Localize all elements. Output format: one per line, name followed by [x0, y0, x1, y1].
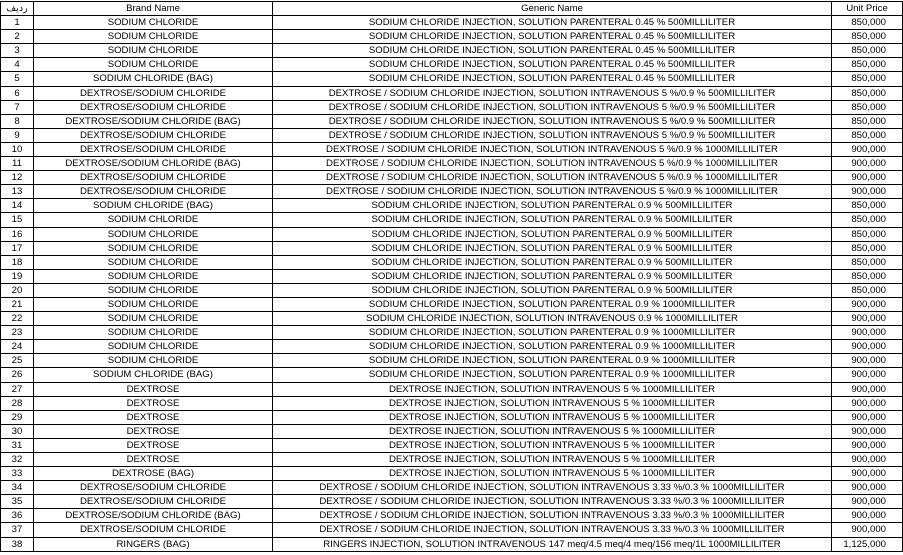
row-index: 24 — [1, 340, 34, 354]
row-index: 22 — [1, 312, 34, 326]
row-index: 37 — [1, 523, 34, 537]
table-row — [1, 523, 903, 537]
row-index: 20 — [1, 283, 34, 297]
brand-name-cell: SODIUM CHLORIDE — [34, 30, 273, 44]
row-index: 10 — [1, 142, 34, 156]
brand-name-cell: DEXTROSE/SODIUM CHLORIDE — [34, 128, 273, 142]
generic-name-cell: DEXTROSE INJECTION, SOLUTION INTRAVENOUS 5 % 1000MILLILITER — [273, 410, 832, 424]
row-index: 23 — [1, 326, 34, 340]
unit-price-cell: 850,000 — [832, 114, 903, 128]
unit-price-cell: 900,000 — [832, 495, 903, 509]
unit-price-cell: 900,000 — [832, 368, 903, 382]
unit-price-cell: 900,000 — [832, 396, 903, 410]
brand-name-cell: SODIUM CHLORIDE (BAG) — [34, 72, 273, 86]
unit-price-cell: 900,000 — [832, 453, 903, 467]
row-index: 35 — [1, 495, 34, 509]
brand-name-cell: DEXTROSE/SODIUM CHLORIDE (BAG) — [34, 114, 273, 128]
unit-price-cell: 900,000 — [832, 481, 903, 495]
brand-name-cell: DEXTROSE/SODIUM CHLORIDE — [34, 495, 273, 509]
unit-price-cell: 850,000 — [832, 199, 903, 213]
brand-name-cell: DEXTROSE/SODIUM CHLORIDE — [34, 171, 273, 185]
table-row — [1, 30, 903, 44]
row-index: 19 — [1, 269, 34, 283]
row-index: 5 — [1, 72, 34, 86]
generic-name-cell: SODIUM CHLORIDE INJECTION, SOLUTION PARENTERAL 0.45 % 500MILLILITER — [273, 58, 832, 72]
unit-price-cell: 850,000 — [832, 16, 903, 30]
table-row — [1, 142, 903, 156]
table-row — [1, 537, 903, 551]
unit-price-cell: 850,000 — [832, 44, 903, 58]
row-index: 25 — [1, 354, 34, 368]
unit-price-cell: 850,000 — [832, 283, 903, 297]
unit-price-cell: 900,000 — [832, 297, 903, 311]
brand-name-cell: SODIUM CHLORIDE — [34, 354, 273, 368]
brand-name-cell: DEXTROSE/SODIUM CHLORIDE — [34, 185, 273, 199]
table-row — [1, 269, 903, 283]
brand-name-cell: SODIUM CHLORIDE (BAG) — [34, 199, 273, 213]
generic-name-cell: DEXTROSE INJECTION, SOLUTION INTRAVENOUS 5 % 1000MILLILITER — [273, 467, 832, 481]
table-row — [1, 157, 903, 171]
generic-name-cell: DEXTROSE / SODIUM CHLORIDE INJECTION, SOLUTION INTRAVENOUS 5 %/0.9 % 500MILLILITER — [273, 100, 832, 114]
header-generic-name: Generic Name — [273, 2, 832, 16]
table-row — [1, 481, 903, 495]
price-table — [0, 1, 903, 552]
brand-name-cell: SODIUM CHLORIDE (BAG) — [34, 368, 273, 382]
row-index: 14 — [1, 199, 34, 213]
brand-name-cell: SODIUM CHLORIDE — [34, 58, 273, 72]
brand-name-cell: SODIUM CHLORIDE — [34, 16, 273, 30]
table-body — [1, 16, 903, 552]
table-row — [1, 424, 903, 438]
generic-name-cell: DEXTROSE INJECTION, SOLUTION INTRAVENOUS 5 % 1000MILLILITER — [273, 396, 832, 410]
row-index: 15 — [1, 213, 34, 227]
generic-name-cell: DEXTROSE / SODIUM CHLORIDE INJECTION, SOLUTION INTRAVENOUS 3.33 %/0.3 % 1000MILLILITER — [273, 523, 832, 537]
table-row — [1, 382, 903, 396]
row-index: 4 — [1, 58, 34, 72]
unit-price-cell: 850,000 — [832, 86, 903, 100]
table-row — [1, 495, 903, 509]
brand-name-cell: SODIUM CHLORIDE — [34, 269, 273, 283]
table-row — [1, 213, 903, 227]
table-row — [1, 241, 903, 255]
generic-name-cell: DEXTROSE / SODIUM CHLORIDE INJECTION, SOLUTION INTRAVENOUS 3.33 %/0.3 % 1000MILLILITER — [273, 495, 832, 509]
unit-price-cell: 900,000 — [832, 523, 903, 537]
generic-name-cell: DEXTROSE / SODIUM CHLORIDE INJECTION, SOLUTION INTRAVENOUS 5 %/0.9 % 500MILLILITER — [273, 114, 832, 128]
generic-name-cell: SODIUM CHLORIDE INJECTION, SOLUTION PARENTERAL 0.9 % 500MILLILITER — [273, 269, 832, 283]
table-row — [1, 199, 903, 213]
row-index: 1 — [1, 16, 34, 30]
generic-name-cell: DEXTROSE INJECTION, SOLUTION INTRAVENOUS 5 % 1000MILLILITER — [273, 438, 832, 452]
generic-name-cell: DEXTROSE INJECTION, SOLUTION INTRAVENOUS 5 % 1000MILLILITER — [273, 424, 832, 438]
unit-price-cell: 900,000 — [832, 326, 903, 340]
unit-price-cell: 850,000 — [832, 128, 903, 142]
brand-name-cell: SODIUM CHLORIDE — [34, 326, 273, 340]
brand-name-cell: SODIUM CHLORIDE — [34, 312, 273, 326]
brand-name-cell: DEXTROSE — [34, 424, 273, 438]
brand-name-cell: SODIUM CHLORIDE — [34, 255, 273, 269]
unit-price-cell: 900,000 — [832, 157, 903, 171]
table-row — [1, 340, 903, 354]
generic-name-cell: RINGERS INJECTION, SOLUTION INTRAVENOUS 147 meq/4.5 meq/4 meq/156 meq/1L 1000MILLILITER — [273, 537, 832, 551]
table-row — [1, 312, 903, 326]
unit-price-cell: 850,000 — [832, 72, 903, 86]
table-row — [1, 128, 903, 142]
brand-name-cell: SODIUM CHLORIDE — [34, 283, 273, 297]
row-index: 29 — [1, 410, 34, 424]
table-row — [1, 185, 903, 199]
row-index: 32 — [1, 453, 34, 467]
unit-price-cell: 1,125,000 — [832, 537, 903, 551]
generic-name-cell: SODIUM CHLORIDE INJECTION, SOLUTION PARENTERAL 0.9 % 1000MILLILITER — [273, 340, 832, 354]
generic-name-cell: SODIUM CHLORIDE INJECTION, SOLUTION PARENTERAL 0.9 % 500MILLILITER — [273, 227, 832, 241]
row-index: 18 — [1, 255, 34, 269]
row-index: 28 — [1, 396, 34, 410]
row-index: 31 — [1, 438, 34, 452]
table-row — [1, 453, 903, 467]
unit-price-cell: 900,000 — [832, 171, 903, 185]
table-row — [1, 114, 903, 128]
row-index: 3 — [1, 44, 34, 58]
unit-price-cell: 900,000 — [832, 410, 903, 424]
unit-price-cell: 900,000 — [832, 509, 903, 523]
brand-name-cell: DEXTROSE/SODIUM CHLORIDE — [34, 523, 273, 537]
brand-name-cell: DEXTROSE/SODIUM CHLORIDE — [34, 86, 273, 100]
table-row — [1, 255, 903, 269]
row-index: 36 — [1, 509, 34, 523]
generic-name-cell: DEXTROSE / SODIUM CHLORIDE INJECTION, SOLUTION INTRAVENOUS 5 %/0.9 % 500MILLILITER — [273, 86, 832, 100]
generic-name-cell: DEXTROSE / SODIUM CHLORIDE INJECTION, SOLUTION INTRAVENOUS 5 %/0.9 % 1000MILLILITER — [273, 142, 832, 156]
generic-name-cell: DEXTROSE / SODIUM CHLORIDE INJECTION, SOLUTION INTRAVENOUS 5 %/0.9 % 1000MILLILITER — [273, 171, 832, 185]
unit-price-cell: 900,000 — [832, 142, 903, 156]
row-index: 6 — [1, 86, 34, 100]
table-header-row — [1, 2, 903, 16]
generic-name-cell: DEXTROSE INJECTION, SOLUTION INTRAVENOUS 5 % 1000MILLILITER — [273, 382, 832, 396]
generic-name-cell: SODIUM CHLORIDE INJECTION, SOLUTION PARENTERAL 0.9 % 1000MILLILITER — [273, 354, 832, 368]
unit-price-cell: 850,000 — [832, 241, 903, 255]
brand-name-cell: SODIUM CHLORIDE — [34, 340, 273, 354]
generic-name-cell: DEXTROSE / SODIUM CHLORIDE INJECTION, SOLUTION INTRAVENOUS 5 %/0.9 % 1000MILLILITER — [273, 185, 832, 199]
generic-name-cell: DEXTROSE / SODIUM CHLORIDE INJECTION, SOLUTION INTRAVENOUS 5 %/0.9 % 500MILLILITER — [273, 128, 832, 142]
brand-name-cell: RINGERS (BAG) — [34, 537, 273, 551]
table-row — [1, 16, 903, 30]
brand-name-cell: DEXTROSE (BAG) — [34, 467, 273, 481]
unit-price-cell: 900,000 — [832, 438, 903, 452]
row-index: 2 — [1, 30, 34, 44]
generic-name-cell: SODIUM CHLORIDE INJECTION, SOLUTION PARENTERAL 0.45 % 500MILLILITER — [273, 72, 832, 86]
generic-name-cell: SODIUM CHLORIDE INJECTION, SOLUTION PARENTERAL 0.9 % 500MILLILITER — [273, 241, 832, 255]
table-row — [1, 72, 903, 86]
table-row — [1, 100, 903, 114]
unit-price-cell: 900,000 — [832, 382, 903, 396]
generic-name-cell: DEXTROSE / SODIUM CHLORIDE INJECTION, SOLUTION INTRAVENOUS 3.33 %/0.3 % 1000MILLILITER — [273, 481, 832, 495]
table-row — [1, 396, 903, 410]
generic-name-cell: SODIUM CHLORIDE INJECTION, SOLUTION PARENTERAL 0.9 % 500MILLILITER — [273, 283, 832, 297]
brand-name-cell: DEXTROSE/SODIUM CHLORIDE — [34, 481, 273, 495]
brand-name-cell: DEXTROSE — [34, 382, 273, 396]
header-unit-price: Unit Price — [832, 2, 903, 16]
unit-price-cell: 900,000 — [832, 424, 903, 438]
table-row — [1, 86, 903, 100]
row-index: 7 — [1, 100, 34, 114]
row-index: 13 — [1, 185, 34, 199]
table-row — [1, 326, 903, 340]
row-index: 11 — [1, 157, 34, 171]
table-row — [1, 227, 903, 241]
row-index: 26 — [1, 368, 34, 382]
generic-name-cell: DEXTROSE / SODIUM CHLORIDE INJECTION, SOLUTION INTRAVENOUS 5 %/0.9 % 1000MILLILITER — [273, 157, 832, 171]
generic-name-cell: SODIUM CHLORIDE INJECTION, SOLUTION PARENTERAL 0.45 % 500MILLILITER — [273, 44, 832, 58]
row-index: 34 — [1, 481, 34, 495]
unit-price-cell: 900,000 — [832, 185, 903, 199]
table-row — [1, 58, 903, 72]
table-row — [1, 467, 903, 481]
brand-name-cell: DEXTROSE/SODIUM CHLORIDE (BAG) — [34, 509, 273, 523]
row-index: 8 — [1, 114, 34, 128]
row-index: 38 — [1, 537, 34, 551]
brand-name-cell: DEXTROSE/SODIUM CHLORIDE — [34, 100, 273, 114]
unit-price-cell: 850,000 — [832, 255, 903, 269]
generic-name-cell: DEXTROSE / SODIUM CHLORIDE INJECTION, SOLUTION INTRAVENOUS 3.33 %/0.3 % 1000MILLILITER — [273, 509, 832, 523]
unit-price-cell: 900,000 — [832, 467, 903, 481]
generic-name-cell: SODIUM CHLORIDE INJECTION, SOLUTION INTRAVENOUS 0.9 % 1000MILLILITER — [273, 312, 832, 326]
header-brand-name: Brand Name — [34, 2, 273, 16]
unit-price-cell: 900,000 — [832, 354, 903, 368]
header-index: ردیف — [1, 2, 34, 16]
row-index: 17 — [1, 241, 34, 255]
table-row — [1, 354, 903, 368]
generic-name-cell: SODIUM CHLORIDE INJECTION, SOLUTION PARENTERAL 0.9 % 500MILLILITER — [273, 213, 832, 227]
brand-name-cell: SODIUM CHLORIDE — [34, 227, 273, 241]
unit-price-cell: 900,000 — [832, 312, 903, 326]
generic-name-cell: SODIUM CHLORIDE INJECTION, SOLUTION PARENTERAL 0.9 % 1000MILLILITER — [273, 297, 832, 311]
generic-name-cell: DEXTROSE INJECTION, SOLUTION INTRAVENOUS 5 % 1000MILLILITER — [273, 453, 832, 467]
table-row — [1, 368, 903, 382]
row-index: 27 — [1, 382, 34, 396]
table-row — [1, 509, 903, 523]
generic-name-cell: SODIUM CHLORIDE INJECTION, SOLUTION PARENTERAL 0.45 % 500MILLILITER — [273, 30, 832, 44]
unit-price-cell: 850,000 — [832, 269, 903, 283]
table-row — [1, 44, 903, 58]
unit-price-cell: 850,000 — [832, 227, 903, 241]
table-row — [1, 171, 903, 185]
table-row — [1, 410, 903, 424]
brand-name-cell: SODIUM CHLORIDE — [34, 213, 273, 227]
table-row — [1, 283, 903, 297]
row-index: 12 — [1, 171, 34, 185]
unit-price-cell: 900,000 — [832, 340, 903, 354]
brand-name-cell: DEXTROSE/SODIUM CHLORIDE — [34, 142, 273, 156]
unit-price-cell: 850,000 — [832, 213, 903, 227]
unit-price-cell: 850,000 — [832, 30, 903, 44]
generic-name-cell: SODIUM CHLORIDE INJECTION, SOLUTION PARENTERAL 0.9 % 500MILLILITER — [273, 255, 832, 269]
brand-name-cell: DEXTROSE — [34, 453, 273, 467]
brand-name-cell: DEXTROSE/SODIUM CHLORIDE (BAG) — [34, 157, 273, 171]
unit-price-cell: 850,000 — [832, 58, 903, 72]
brand-name-cell: DEXTROSE — [34, 410, 273, 424]
table-row — [1, 438, 903, 452]
generic-name-cell: SODIUM CHLORIDE INJECTION, SOLUTION PARENTERAL 0.9 % 500MILLILITER — [273, 199, 832, 213]
generic-name-cell: SODIUM CHLORIDE INJECTION, SOLUTION PARENTERAL 0.45 % 500MILLILITER — [273, 16, 832, 30]
unit-price-cell: 850,000 — [832, 100, 903, 114]
row-index: 16 — [1, 227, 34, 241]
brand-name-cell: SODIUM CHLORIDE — [34, 297, 273, 311]
brand-name-cell: DEXTROSE — [34, 438, 273, 452]
brand-name-cell: SODIUM CHLORIDE — [34, 44, 273, 58]
generic-name-cell: SODIUM CHLORIDE INJECTION, SOLUTION PARENTERAL 0.9 % 1000MILLILITER — [273, 368, 832, 382]
brand-name-cell: DEXTROSE — [34, 396, 273, 410]
row-index: 9 — [1, 128, 34, 142]
row-index: 30 — [1, 424, 34, 438]
generic-name-cell: SODIUM CHLORIDE INJECTION, SOLUTION PARENTERAL 0.9 % 1000MILLILITER — [273, 326, 832, 340]
row-index: 33 — [1, 467, 34, 481]
brand-name-cell: SODIUM CHLORIDE — [34, 241, 273, 255]
table-row — [1, 297, 903, 311]
row-index: 21 — [1, 297, 34, 311]
